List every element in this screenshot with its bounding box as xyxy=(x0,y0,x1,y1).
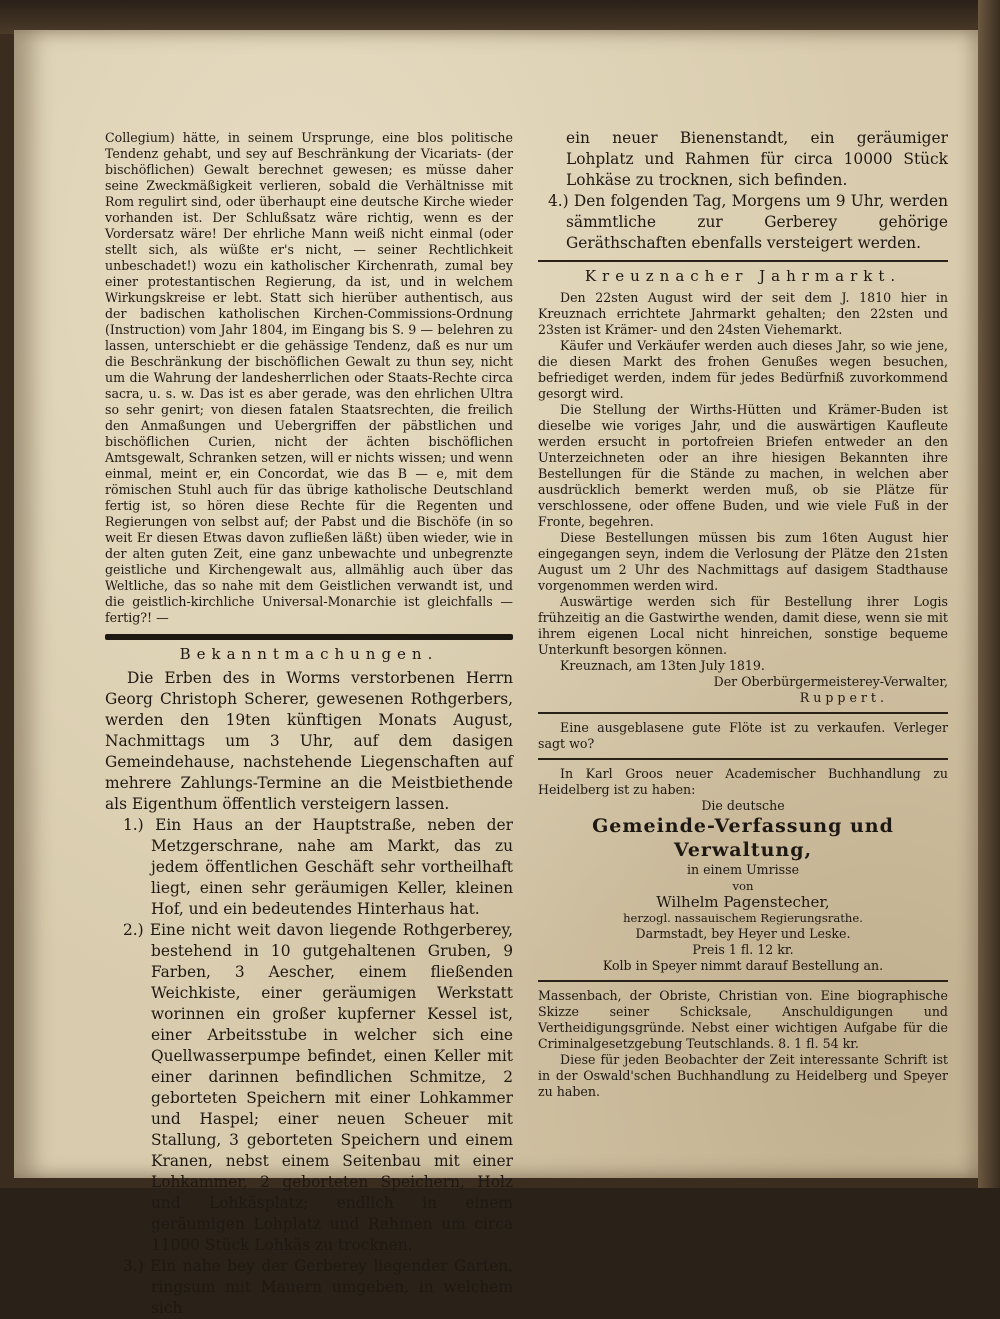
right-column xyxy=(538,128,948,1100)
divider xyxy=(538,260,948,262)
book-author: Wilhelm Pagenstecher, xyxy=(656,893,830,911)
auction-item-1: 1.) Ein Haus an der Hauptstraße, neben der Metzgerschrane, nahe am Markt, das zu jedem öffentlichen Geschäft sehr vortheilhaft liegt, einen sehr geräumigen Keller, kleinen Hof, und ein bedeutendes Hinterhaus hat. xyxy=(123,816,513,918)
massenbach-availability: Diese für jeden Beobachter der Zeit interessante Schrift ist in der Oswald'schen Buchhandlung zu Heidelberg und Speyer zu haben. xyxy=(538,1052,948,1099)
auction-item-2: 2.) Eine nicht weit davon liegende Rothgerberey, bestehend in 10 gutgehaltenen Gruben, 9 Farben, 3 Aescher, einem fließenden Weichkiste, einer geräumigen Werkstatt worinnen ein großer kupferner Kessel ist, einer Arbeitsstube in welcher sich eine Quellwasserpumpe befindet, einen Keller mit einer darinnen befindlichen Schmitze, 2 geborteten Speichern mit einer Lohkammer und Haspel; einer neuen Scheuer mit Stallung, 3 geborteten Speichern und einem Kranen, nebst einem Seitenbau mit einer Lohkammer, 2 geborteten Speichern, Holz und Lohkäsplatz; endlich in einem geräumigen Lohplatz und Rahmen um circa 11000 Stück Lohkäs zu trocknen. xyxy=(123,921,513,1254)
book-title-line-2: Gemeinde-Verfassung und Verwaltung, xyxy=(592,815,894,861)
kreuznach-paragraph-3: Die Stellung der Wirths-Hütten und Krämer-Buden ist dieselbe wie voriges Jahr, und die auswärtigen Kaufleute werden ersucht in portofreien Briefen entweder an den Unterzeichneten oder an ihre hiesigen Bekannten ihre Bestellungen für die Stände zu machen, in welchen aber ausdrücklich bemerkt werden muß, ob sie Plätze für verschlossene, oder offene Buden, und wie viele Fuß in der Fronte, begehren. xyxy=(538,402,948,529)
kreuznach-paragraph-5: Auswärtige werden sich für Bestellung ihrer Logis frühzeitig an die Gastwirthe wenden, damit diese, wenn sie mit ihrem eigenen Local nicht hinreichen, sonstige bequeme Unterkunft besorgen können. xyxy=(538,594,948,657)
book-von: von xyxy=(732,879,754,893)
auction-item-4: 4.) Den folgenden Tag, Morgens um 9 Uhr, werden sämmtliche zur Gerberey gehörige Geräthschaften ebenfalls versteigert werden. xyxy=(548,192,948,252)
book-edge-top xyxy=(0,0,1000,34)
auction-intro: Die Erben des in Worms verstorbenen Herrn Georg Christoph Scherer, gewesenen Rothgerbers, werden den 19ten künftigen Monats August, Nachmittags um 3 Uhr, auf dem dasigen Gemeindehause, nachstehende Liegenschaften auf mehrere Zahlungs-Termine an die Meistbiethende als Eigenthum öffentlich versteigern lassen. xyxy=(105,669,513,813)
book-author-title: herzogl. nassauischem Regierungsrathe. xyxy=(623,911,863,925)
massenbach-book-ad: Massenbach, der Obriste, Christian von. Eine biographische Skizze seiner Schicksale, Anschuldigungen und Vertheidigungsgründe. Nebst einer wichtigen Aufgabe für die Criminalgesetzgebung Teutschlands. 8. 1 fl. 54 kr. xyxy=(538,988,948,1051)
divider xyxy=(538,980,948,982)
heading-bekanntmachungen: Bekanntmachungen. xyxy=(179,645,439,663)
auction-items xyxy=(105,815,513,1319)
groos-bookshop-ad: In Karl Groos neuer Academischer Buchhandlung zu Heidelberg ist zu haben: xyxy=(538,766,948,797)
heading-kreuznach-jahrmarkt: Kreuznacher Jahrmarkt. xyxy=(584,267,902,285)
book-publisher: Darmstadt, bey Heyer und Leske. xyxy=(635,926,851,941)
kreuznach-paragraph-4: Diese Bestellungen müssen bis zum 16ten August hier eingegangen seyn, indem die Verlosung der Plätze den 21sten August um 2 Uhr des Nachmittags auf dasigem Stadthause vorgenommen werden wird. xyxy=(538,530,948,593)
kreuznach-paragraph-2: Käufer und Verkäufer werden auch dieses Jahr, so wie jene, die diesen Markt des frohen Genußes wegen besuchen, befriediget werden, indem für jedes Bedürfniß zuvorkommend gesorgt wird. xyxy=(538,338,948,401)
floete-ad: Eine ausgeblasene gute Flöte ist zu verkaufen. Verleger sagt wo? xyxy=(538,720,948,751)
kreuznach-signature-name: Ruppert. xyxy=(799,690,888,705)
auction-item-3: 3.) Ein nahe bey der Gerberey liegender Garten, ringsum mit Mauern umgeben, in welchem sich xyxy=(123,1257,513,1317)
book-edge-right xyxy=(978,0,1000,1188)
book-subtitle: in einem Umrisse xyxy=(686,862,800,877)
kreuznach-date: Kreuznach, am 13ten July 1819. xyxy=(560,658,765,673)
kreuznach-signature-title: Der Oberbürgermeisterey-Verwalter, xyxy=(713,674,948,689)
book-title-line-1: Die deutsche xyxy=(701,798,785,813)
article-continuation: Collegium) hätte, in seinem Ursprunge, eine blos politische Tendenz gehabt, und sey auf Beschränkung der Vicariats- (der bischöflichen) Gewalt berechnet gewesen; es müsse daher seine Zweckmäßigkeit verlieren, sobald die Verhältnisse mit Rom regulirt sind, oder überhaupt eine deutsche Kirche wieder vorhanden ist. Der Schlußsatz wäre richtig, wenn es der Vordersatz wäre! Der ehrliche Mann weiß nicht einmal (oder stellt sich, als wüßte er's nicht, — seiner Rechtlichkeit unbeschadet!) wozu ein katholischer Kirchenrath, zumal bey einer protestantischen Regierung, da ist, und in welchem Wirkungskreise er lebt. Statt sich hierüber authentisch, aus der badischen katholischen Kirchen-Commissions-Ordnung (Instruction) vom Jahr 1804, im Eingang bis S. 9 — belehren zu lassen, unterschiebt er die gehässige Tendenz, daß es nur um die Beschränkung der bischöflichen Gewalt zu thun sey, nicht um die Wahrung der landesherrlichen oder Staats-Rechte circa sacra, u. s. w. Das ist es aber gerade, was den ehrlichen Ultra so sehr genirt; von diesen fatalen Staatsrechten, die freilich den Anmaßungen und Uebergriffen der päbstlichen und bischöflichen Curien, nicht der ächten bischöflichen Amtsgewalt, Schranken setzen, will er nichts wissen; und wenn einmal, meint er, ein Concordat, wie das B — e, mit dem römischen Stuhl auch für das übrige katholische Deutschland fertig ist, so hören diese Rechte für die Regenten und Regierungen von selbst auf; der Pabst und die Bischöfe (in so weit Er diesen Etwas davon zufließen läßt) üben wieder, wie in der alten guten Zeit, eine ganz unbewachte und unbegrenzte geistliche und Kirchengewalt aus, allmählig auch über das Weltliche, das so nahe mit dem Geistlichen verwandt ist, und die geistlich-kirchliche Universal-Monarchie ist gleichfalls — fertig?! — xyxy=(105,130,513,625)
left-column xyxy=(105,130,513,1319)
section-divider-heavy xyxy=(105,634,513,640)
divider xyxy=(538,758,948,760)
book-price: Preis 1 fl. 12 kr. xyxy=(692,942,794,957)
divider xyxy=(538,712,948,714)
auction-items-continued xyxy=(538,128,948,254)
auction-item-3-cont: ein neuer Bienenstandt, ein geräumiger Lohplatz und Rahmen für circa 10000 Stück Lohkäse zu trocknen, sich befinden. xyxy=(566,129,948,189)
kolb-order-note: Kolb in Speyer nimmt darauf Bestellung an. xyxy=(602,958,884,973)
kreuznach-paragraph-1: Den 22sten August wird der seit dem J. 1810 hier in Kreuznach errichtete Jahrmarkt gehalten; den 22sten und 23sten ist Krämer- und den 24sten Viehemarkt. xyxy=(538,290,948,337)
